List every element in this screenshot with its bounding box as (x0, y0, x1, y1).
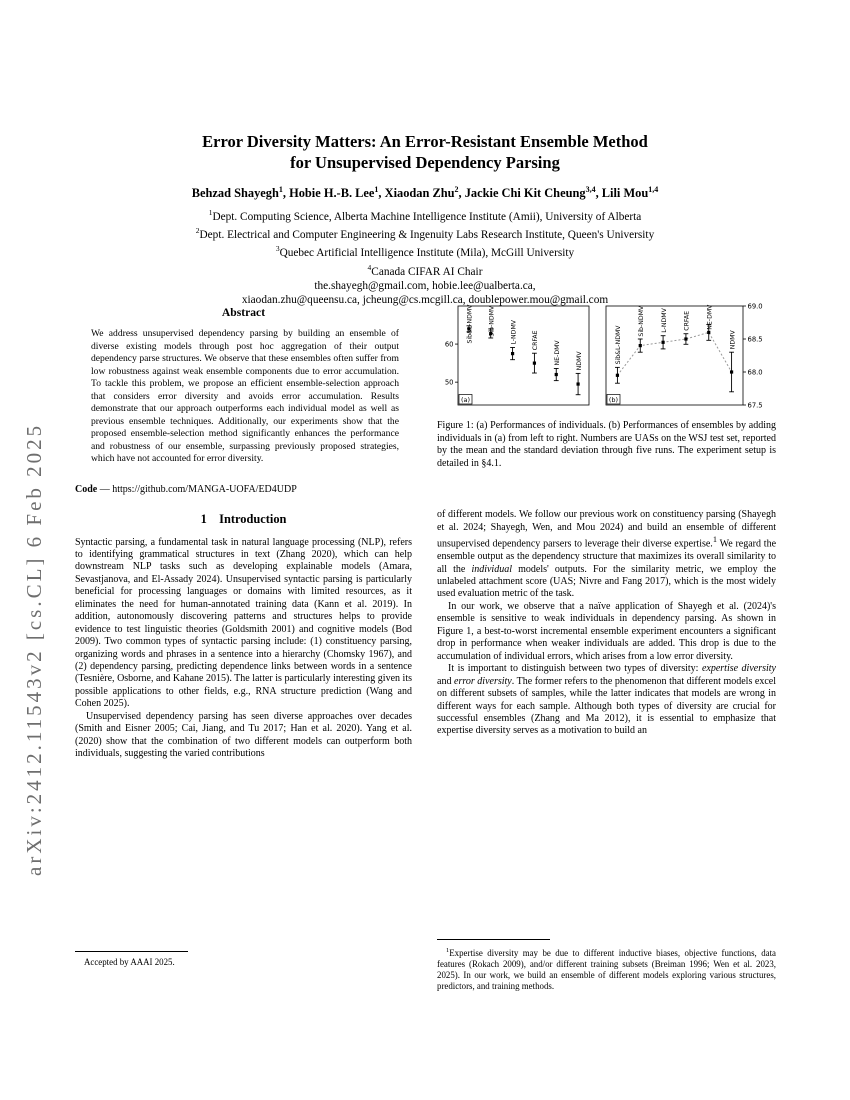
svg-text:NDMV: NDMV (575, 351, 583, 371)
svg-text:CRFAE: CRFAE (532, 330, 540, 351)
title-block (0, 132, 850, 308)
svg-text:L-NDMV: L-NDMV (510, 319, 518, 345)
body-paragraph-3: It is important to distinguish between two types of diversity: expertise diversity and error diversity. The former refers to the phenomenon that different models excel on different subsets of samples, while the latter indicates that models are wrong in different ways for each sample. Although both types of diversity are crucial for successful ensembles (Zhang and Ma 2012), it is essential to emphasize that expertise diversity serves as a motivation to build an (437, 663, 776, 737)
svg-text:60: 60 (444, 340, 454, 349)
figure-1-caption: Figure 1: (a) Performances of individuals. (b) Performances of ensembles by adding individuals in (a) from left to right. Numbers are UASs on the WSJ test set, reported by the mean and the standard deviation through five runs. The experiment setup is detailed in §4.1. (437, 420, 776, 469)
email-line-1: the.shayegh@gmail.com, hobie.lee@ualberta.ca, (314, 279, 536, 292)
abstract-text: We address unsupervised dependency parsing by building an ensemble of diverse existing models through post hoc aggregation of their output dependency parse structures. We observe that these ensembles often suffer from low robustness against weak ensemble components due to error accumulation. To tackle this problem, we propose an efficient ensemble-selection approach that considers error diversity and avoids error accumulation. Results demonstrate that our approach outperforms each individual model as well as previous ensemble techniques. Additionally, our experiments show that the proposed ensemble-selection method significantly enhances the performance and robustness of our ensemble, surpassing previously proposed strategies, which have not accounted for error diversity. (91, 328, 399, 464)
title-line-1: Error Diversity Matters: An Error-Resistant Ensemble Method (202, 132, 648, 151)
abstract-heading: Abstract (221, 306, 266, 319)
svg-text:CRFAE: CRFAE (683, 310, 691, 331)
body-paragraph-1: of different models. We follow our previous work on constituency parsing (Shayegh et al. 2024; Shayegh, Wen, and Mou 2024) and build an ensemble of different unsupervised dependency parsers to leverage their diverse expertise.$^1$ We regard the ensemble output as the dependency structure that maximizes its overall similarity to all the individual models' outputs. For the similarity metric, we employ the unlabeled attachment score (UAS; Nivre and Fang 2017), which is the most widely used evaluation metric of the task. (437, 509, 777, 600)
footnote-1-text: $^1$Expertise diversity may be due to different inductive biases, objective functions, data features (Rokach 2009), and/or different training subsets (Breiman 1996; Wen et al. 2023, 2025). In our work, we build an ensemble of different models exploring various structures, predictors, and training methods. (437, 947, 776, 991)
svg-text:69.0: 69.0 (747, 302, 763, 311)
intro-paragraph-2: Unsupervised dependency parsing has seen diverse approaches over decades (Smith and Eisner 2005; Cai, Jiang, and Tu 2017; Han et al. 2020). Yang et al. (2020) show that the combination of two different models can outperform both individuals, suggesting the varied contributions (75, 710, 412, 760)
svg-text:L-NDMV: L-NDMV (660, 308, 668, 333)
affiliation-line-4: $^4$Canada CIFAR AI Chair (367, 262, 483, 278)
right-column (437, 302, 776, 738)
svg-text:(a): (a) (460, 396, 471, 404)
footnote-accepted-text: Accepted by AAAI 2025. (84, 957, 175, 967)
affiliation-line-3: $^3$Quebec Artificial Intelligence Institute (Mila), McGill University (275, 244, 575, 260)
footnote-rule-right (437, 939, 550, 940)
chart-individual-performance (437, 302, 593, 410)
code-url-link[interactable]: https://github.com/MANGA-UOFA/ED4UDP (112, 483, 297, 495)
svg-text:(b): (b) (608, 396, 619, 404)
svg-text:50: 50 (444, 378, 454, 387)
svg-text:68.0: 68.0 (747, 368, 763, 377)
affiliations-block (0, 206, 850, 308)
code-label: Code (75, 483, 98, 495)
authors-line: Behzad Shayegh$^1$, Hobie H.-B. Lee$^1$, Xiaodan Zhu$^2$, Jackie Chi Kit Cheung$^{3,4}$, Lili Mou$^{1,4}$ (191, 185, 659, 201)
svg-text:NE-DMV: NE-DMV (554, 340, 562, 366)
arxiv-watermark: arXiv:2412.11543v2 [cs.CL] 6 Feb 2025 (22, 422, 46, 876)
affiliation-line-1: $^1$Dept. Computing Science, Alberta Machine Intelligence Institute (Amii), University of Alberta (208, 208, 642, 223)
svg-text:NE-DMV: NE-DMV (706, 304, 714, 330)
code-line (75, 484, 412, 495)
footnote-1 (437, 939, 776, 992)
svg-text:67.5: 67.5 (747, 401, 763, 410)
email-line-2: xiaodan.zhu@queensu.ca, jcheung@cs.mcgill.ca, doublepower.mou@gmail.com (241, 294, 609, 307)
section-1-heading: 1 Introduction (200, 511, 287, 526)
left-column (75, 306, 412, 761)
figure-1 (437, 302, 776, 470)
affiliation-line-2: $^2$Dept. Electrical and Computer Engineering & Ingenuity Labs Research Institute, Queen's University (195, 226, 655, 242)
footnote-rule-left (75, 951, 188, 952)
code-dash: — (97, 483, 113, 495)
body-paragraph-2: In our work, we observe that a naïve application of Shayegh et al. (2024)'s ensemble is sensitive to weak individuals in dependency parsing. As shown in Figure 1, a best-to-worst incremental ensemble experiment encounters a significant drop in performance when weaker individuals are added. This drop is due to the accumulation of individual errors, which arises from a low error diversity. (437, 600, 776, 662)
svg-text:Sib&L-NDMV: Sib&L-NDMV (615, 325, 623, 365)
paper-title (0, 132, 850, 173)
footnote-accepted (75, 951, 412, 968)
svg-text:Sib&L-NDMV: Sib&L-NDMV (466, 304, 474, 344)
svg-text:NDMV: NDMV (729, 330, 737, 350)
chart-ensemble-performance (601, 302, 773, 410)
title-line-2: for Unsupervised Dependency Parsing (290, 152, 560, 172)
svg-text:Sib-NDMV: Sib-NDMV (488, 305, 496, 337)
figure-1-charts (437, 302, 776, 410)
svg-text:Sib-NDMV: Sib-NDMV (638, 305, 646, 337)
svg-text:68.5: 68.5 (747, 335, 763, 344)
intro-paragraph-1: Syntactic parsing, a fundamental task in natural language processing (NLP), refers to identifying grammatical structures in text (Zhang 2020), which can help downstream NLP tasks such as developing explainable models (Amara, Sevastjanova, and El-Assady 2024). Unsupervised syntactic parsing is particularly beneficial for processing languages or domains with limited resources, as it eliminates the need for human-annotated training data (Kann et al. 2019). In addition, autonomously discovering patterns and structures helps to provide evidence to test linguistic theories (Goldsmith 2001) and cognitive models (Bod 2009). Two common types of syntactic parsing include: (1) constituency parsing, organizing words and phrases in a sentence into a hierarchy (Chomsky 1967), and (2) dependency parsing, predicting dependence links between words in a sentence (Tesnière, Osborne, and Kahane 2015). The latter is particularly interesting given its possible applications to other fields, e.g., RNA structure prediction (Wang and Cohen 2025). (75, 536, 412, 710)
